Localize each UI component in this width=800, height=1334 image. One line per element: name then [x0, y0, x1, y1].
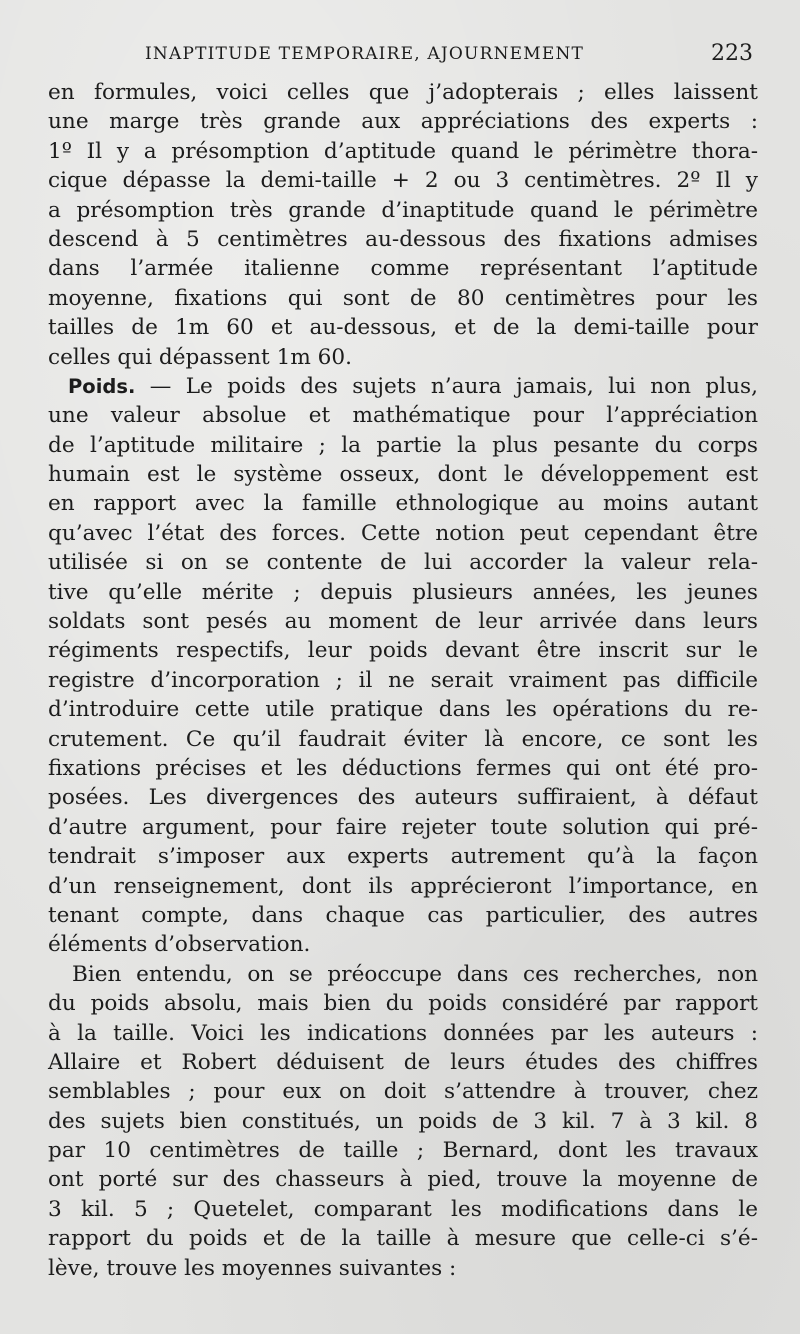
- text-line: cique dépasse la demi-taille + 2 ou 3 centimètres. 2º Il y: [48, 168, 758, 194]
- text-line: fixations précises et les déductions fermes qui ont été pro-: [48, 755, 758, 781]
- text-line: a présomption très grande d’inaptitude quand le périmètre: [48, 197, 758, 223]
- running-head: INAPTITUDE TEMPORAIRE, AJOURNEMENT: [145, 44, 585, 64]
- text-line: rapport du poids et de la taille à mesure que celle-ci s’é-: [48, 1226, 758, 1252]
- page-header: [145, 36, 757, 72]
- text-line: d’un renseignement, dont ils apprécieront l’importance, en: [48, 873, 758, 899]
- text-line: une valeur absolue et mathématique pour l’appréciation: [48, 403, 758, 429]
- text-line: utilisée si on se contente de lui accorder la valeur rela-: [48, 550, 758, 576]
- text-line: soldats sont pesés au moment de leur arrivée dans leurs: [48, 609, 758, 635]
- text-line: en formules, voici celles que j’adopterais ; elles laissent: [48, 80, 758, 105]
- text-line: des sujets bien constitués, un poids de 3 kil. 7 à 3 kil. 8: [48, 1108, 758, 1134]
- text-line: descend à 5 centimètres au-dessous des fixations admises: [48, 226, 758, 252]
- text-line: Bien entendu, on se préoccupe dans ces recherches, non: [72, 961, 758, 987]
- text-line: par 10 centimètres de taille ; Bernard, dont les travaux: [48, 1138, 758, 1164]
- text-line: régiments respectifs, leur poids devant être inscrit sur le: [48, 638, 758, 664]
- text-line: registre d’incorporation ; il ne serait vraiment pas difficile: [48, 667, 758, 693]
- text-line: posées. Les divergences des auteurs suffiraient, à défaut: [48, 785, 758, 811]
- text-line: tive qu’elle mérite ; depuis plusieurs années, les jeunes: [48, 579, 758, 605]
- text-line: en rapport avec la famille ethnologique au moins autant: [48, 491, 758, 517]
- text-line: à la taille. Voici les indications données par les auteurs :: [48, 1020, 758, 1046]
- text-line: tendrait s’imposer aux experts autrement qu’à la façon: [48, 844, 758, 870]
- text-line: — Le poids des sujets n’aura jamais, lui non plus,: [149, 373, 758, 399]
- text-line: d’introduire cette utile pratique dans les opérations du re-: [48, 697, 758, 723]
- text-line: lève, trouve les moyennes suivantes :: [48, 1255, 457, 1281]
- text-line: d’autre argument, pour faire rejeter toute solution qui pré-: [48, 814, 758, 840]
- text-line: ont porté sur des chasseurs à pied, trouve la moyenne de: [48, 1167, 758, 1193]
- text-line: du poids absolu, mais bien du poids considéré par rapport: [48, 991, 758, 1017]
- text-line: éléments d’observation.: [48, 932, 311, 958]
- text-line: tenant compte, dans chaque cas particulier, des autres: [48, 902, 758, 928]
- text-line: 3 kil. 5 ; Quetelet, comparant les modifications dans le: [48, 1196, 758, 1222]
- text-line: Allaire et Robert déduisent de leurs études des chiffres: [48, 1049, 758, 1075]
- text-line: 1º Il y a présomption d’aptitude quand le périmètre thora-: [48, 138, 758, 164]
- text-line: dans l’armée italienne comme représentant l’aptitude: [48, 256, 758, 282]
- text-line: humain est le système osseux, dont le développement est: [48, 462, 758, 488]
- section-term: Poids.: [68, 374, 136, 398]
- body-text: [48, 78, 758, 1283]
- text-line: une marge très grande aux appréciations des experts :: [48, 109, 758, 135]
- text-line: semblables ; pour eux on doit s’attendre à trouver, chez: [48, 1079, 758, 1105]
- text-line: qu’avec l’état des forces. Cette notion peut cependant être: [48, 520, 758, 546]
- text-line: de l’aptitude militaire ; la partie la plus pesante du corps: [48, 432, 758, 458]
- text-line: crutement. Ce qu’il faudrait éviter là encore, ce sont les: [48, 726, 758, 752]
- section-line: [48, 372, 758, 401]
- page-number: 223: [711, 41, 753, 66]
- text-line: tailles de 1m 60 et au-dessous, et de la demi-taille pour: [48, 315, 758, 341]
- text-line: celles qui dépassent 1m 60.: [48, 344, 353, 370]
- text-line: moyenne, fixations qui sont de 80 centimètres pour les: [48, 285, 758, 311]
